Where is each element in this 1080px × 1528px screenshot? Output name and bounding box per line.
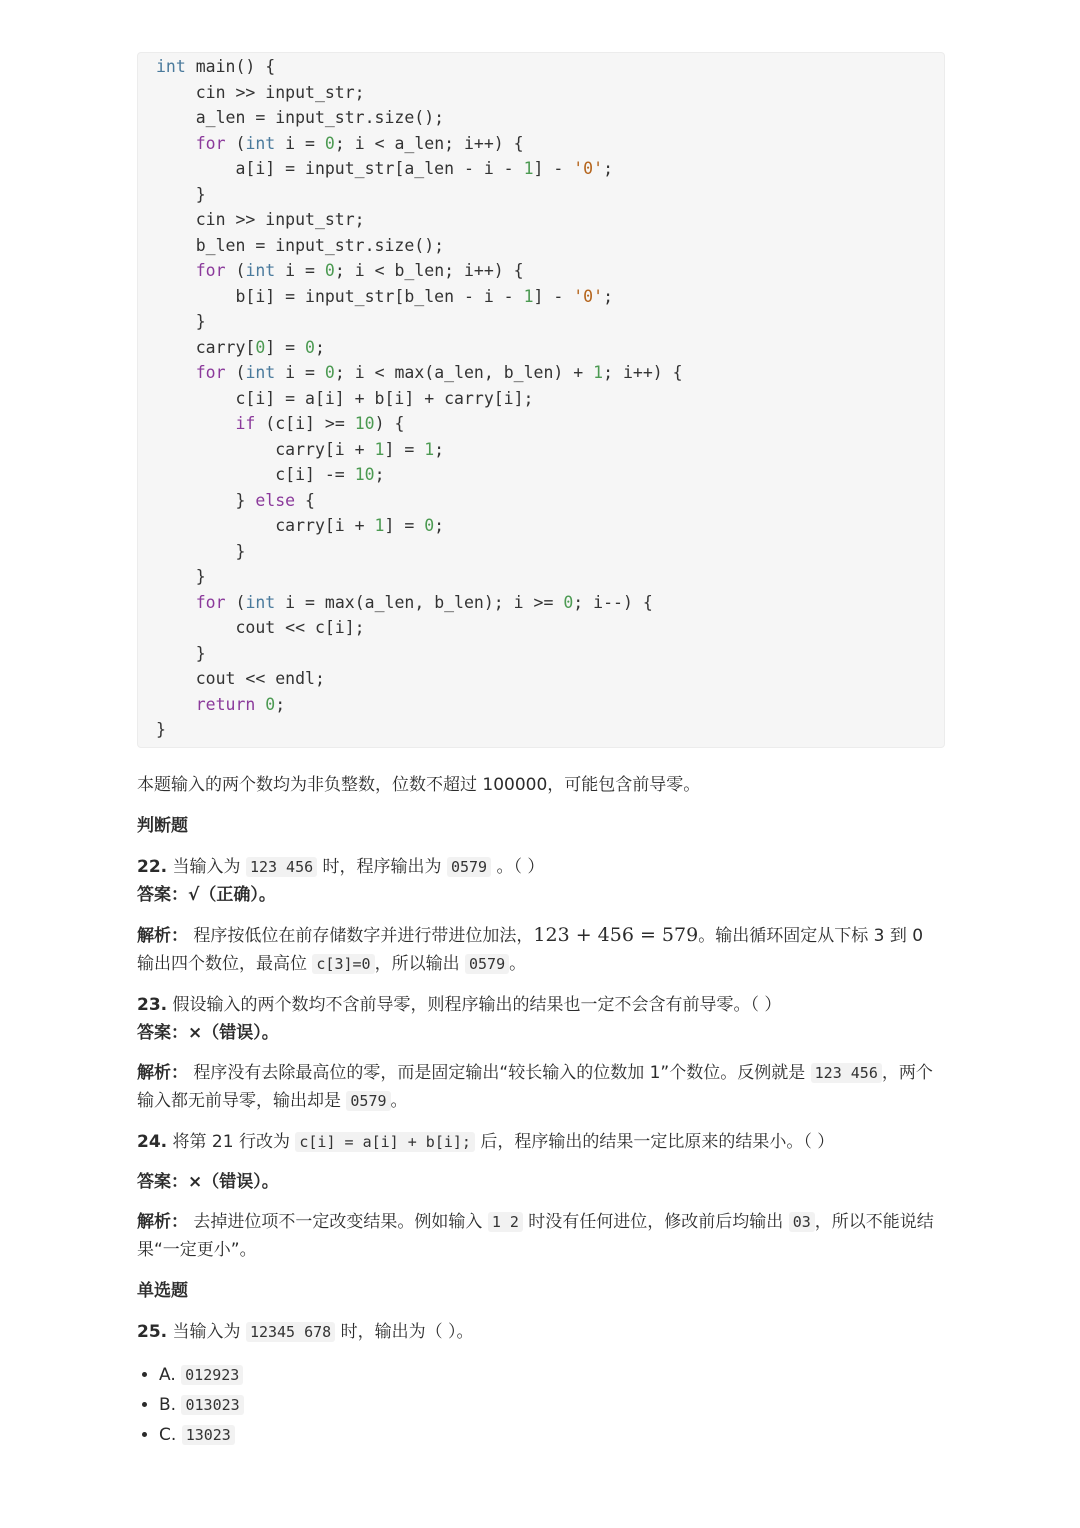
question-25 (137, 1318, 945, 1346)
code-line: c[i] -= 10; (156, 465, 385, 484)
section-heading-single: 单选题 (137, 1281, 188, 1301)
code-line: carry[0] = 0; (156, 337, 325, 357)
code-line: for (int i = 0; i < max(a_len, b_len) + 1; i++) { (195, 363, 683, 382)
answer-22: 答案：√（正确）。 (137, 885, 276, 905)
analysis-text: ，两个输入都无前导零，输出却是 (137, 1063, 933, 1111)
code-line: } (156, 541, 246, 561)
code-line: b[i] = input_str[b_len - i - 1] - '0'; (156, 286, 613, 306)
analysis-text: 程序没有去除最高位的零，而是固定输出“较长输入的位数加 1”个数位。反例就是 (188, 1063, 811, 1083)
option-b (159, 1390, 945, 1420)
code-listing (156, 53, 944, 743)
option-value: 013023 (181, 1395, 243, 1415)
question-text: 将第 21 行改为 (167, 1132, 296, 1152)
code-line: for (int i = 0; i < a_len; i++) { (195, 133, 524, 153)
math-expression: 123 + 456 = 579 (533, 924, 699, 946)
question-23 (137, 991, 945, 1019)
document-page (137, 52, 945, 1450)
analysis-label: 解析： (137, 1063, 188, 1083)
code-line: if (c[i] >= 10) { (235, 414, 405, 433)
code-line: a[i] = input_str[a_len - i - 1] - '0'; (156, 159, 613, 178)
code-line: } (156, 312, 206, 331)
question-text: 时，输出为（ ）。 (335, 1322, 474, 1342)
option-c (159, 1420, 945, 1450)
problem-note: 本题输入的两个数均为非负整数，位数不超过 100000，可能包含前导零。 (137, 775, 701, 795)
code-line: b_len = input_str.size(); (156, 235, 445, 255)
question-22 (137, 853, 945, 881)
option-a (159, 1360, 945, 1390)
inline-code: 123 456 (811, 1063, 882, 1083)
analysis-23 (137, 1059, 945, 1115)
inline-code: 1 2 (488, 1212, 523, 1232)
question-number: 25. (137, 1322, 168, 1342)
code-line: int main() { (156, 57, 276, 76)
inline-code: c[3]=0 (312, 954, 374, 974)
inline-code: 0579 (447, 857, 491, 877)
code-line: for (int i = max(a_len, b_len); i >= 0; i--) { (195, 592, 653, 612)
option-value: 012923 (181, 1365, 243, 1385)
question-number: 23. (137, 995, 168, 1015)
analysis-text: ，所以输出 (374, 954, 465, 974)
question-number: 24. (137, 1132, 168, 1152)
code-line: for (int i = 0; i < b_len; i++) { (195, 261, 524, 280)
question-24 (137, 1128, 945, 1156)
inline-code: c[i] = a[i] + b[i]; (295, 1132, 475, 1152)
code-line: carry[i + 1] = 1; (156, 439, 445, 459)
inline-code: 0579 (465, 954, 509, 974)
code-line: } (156, 184, 206, 204)
analysis-label: 解析： (137, 1212, 188, 1232)
code-line: cout << c[i]; (156, 618, 365, 637)
option-label: C. (159, 1425, 182, 1445)
code-line: return 0; (195, 694, 286, 714)
answer-24: 答案：×（错误）。 (137, 1172, 279, 1192)
question-text: 当输入为 (167, 1322, 246, 1342)
question-text: 后，程序输出的结果一定比原来的结果小。（ ） (474, 1132, 835, 1152)
inline-code: 0579 (346, 1091, 390, 1111)
analysis-text: 程序按低位在前存储数字并进行带进位加法， (188, 926, 534, 946)
question-text: 时，程序输出为 (317, 857, 447, 877)
code-line: cin >> input_str; (156, 210, 365, 229)
question-text: 。（ ） (491, 857, 545, 877)
inline-code: 12345 678 (246, 1322, 335, 1342)
analysis-text: 去掉进位项不一定改变结果。例如输入 (188, 1212, 488, 1232)
code-line: } (156, 567, 206, 586)
analysis-label: 解析： (137, 926, 188, 946)
analysis-24 (137, 1208, 945, 1264)
question-number: 22. (137, 857, 168, 877)
code-block (137, 52, 945, 748)
analysis-text: 时没有任何进位，修改前后均输出 (522, 1212, 789, 1232)
option-list (137, 1360, 945, 1450)
analysis-text: 。输出循环固定从下标 3 到 0 输出四个数位，最高位 (137, 926, 924, 974)
code-line: c[i] = a[i] + b[i] + carry[i]; (156, 388, 534, 408)
code-line: } (156, 643, 206, 663)
analysis-text: 。 (509, 954, 527, 974)
question-text: 当输入为 (167, 857, 246, 877)
section-heading-judge: 判断题 (137, 816, 188, 836)
analysis-text: ，所以不能说结果“一定更小”。 (137, 1212, 934, 1260)
option-value: 13023 (182, 1425, 235, 1445)
inline-code: 123 456 (246, 857, 317, 877)
analysis-text: 。 (390, 1091, 408, 1111)
code-line: a_len = input_str.size(); (156, 108, 445, 127)
code-line: cin >> input_str; (156, 82, 365, 102)
analysis-22 (137, 921, 945, 978)
question-text: 假设输入的两个数均不含前导零，则程序输出的结果也一定不会含有前导零。（ ） (167, 995, 782, 1015)
code-line: } (156, 720, 166, 739)
code-line: carry[i + 1] = 0; (156, 516, 445, 535)
answer-23: 答案：×（错误）。 (137, 1023, 279, 1043)
code-line: cout << endl; (156, 669, 325, 688)
code-line: } else { (156, 490, 315, 510)
inline-code: 03 (789, 1212, 815, 1232)
option-label: B. (159, 1395, 182, 1415)
option-label: A. (159, 1365, 182, 1385)
